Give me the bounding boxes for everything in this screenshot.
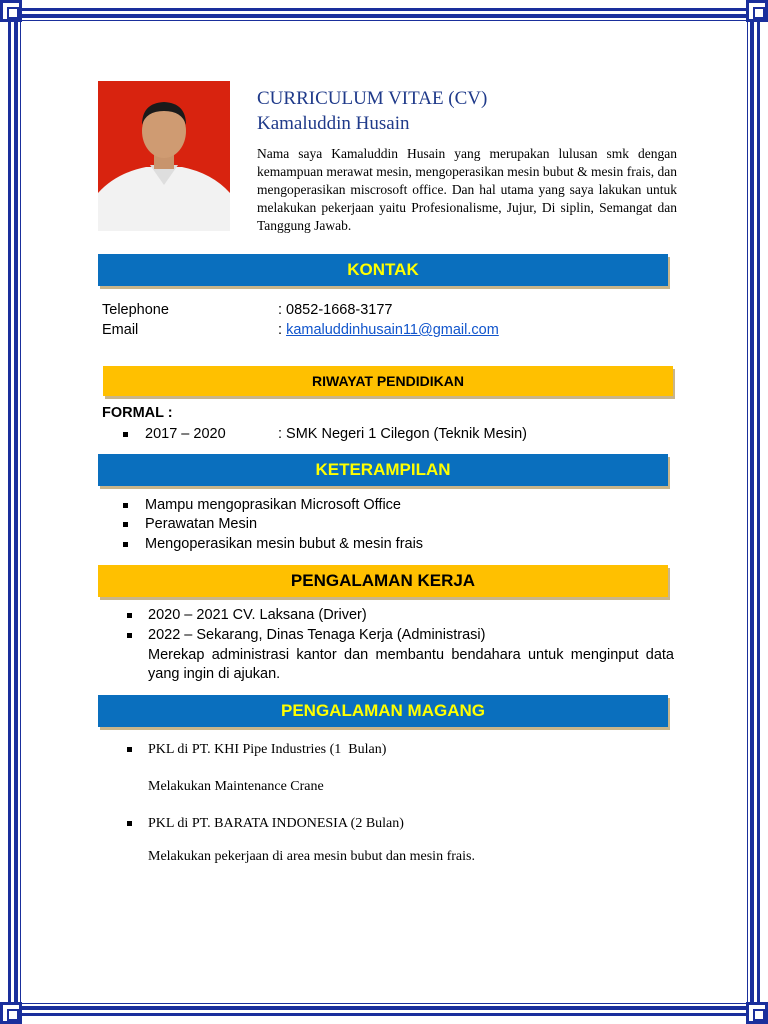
skill-text: Mengoperasikan mesin bubut & mesin frais: [145, 536, 424, 552]
bullet-icon: [127, 633, 132, 638]
education-years: 2017 – 2020: [145, 426, 226, 442]
bullet-icon: [123, 522, 128, 527]
section-header-pengalaman-magang: [98, 695, 668, 727]
email-value-wrap: [278, 322, 499, 338]
section-header-keterampilan: [98, 454, 668, 486]
formal-label: FORMAL :: [102, 405, 173, 421]
email-link[interactable]: kamaluddinhusain11@gmail.com: [286, 322, 499, 338]
internship-description: Melakukan pekerjaan di area mesin bubut dan mesin frais.: [148, 849, 475, 864]
corner-ornament-top-left: [0, 0, 22, 22]
work-text: 2022 – Sekarang, Dinas Tenaga Kerja (Administrasi): [148, 627, 486, 643]
work-description: Merekap administrasi kantor dan membantu bendahara untuk menginput data yang ingin di ajukan.: [148, 647, 674, 682]
education-school: : SMK Negeri 1 Cilegon (Teknik Mesin): [278, 426, 528, 442]
telephone-value: : 0852-1668-3177: [278, 302, 393, 318]
internship-description: Melakukan Maintenance Crane: [148, 779, 324, 794]
bullet-icon: [127, 821, 132, 826]
skill-text: Mampu mengoprasikan Microsoft Office: [145, 497, 402, 513]
corner-ornament-bottom-right: [746, 1002, 768, 1024]
telephone-label: Telephone: [102, 302, 169, 318]
section-header-pengalaman-kerja: [98, 565, 668, 597]
bullet-icon: [127, 747, 132, 752]
skill-text: Perawatan Mesin: [145, 516, 258, 532]
cv-name: Kamaluddin Husain: [257, 113, 410, 134]
section-title: KONTAK: [347, 260, 419, 279]
section-title: PENGALAMAN KERJA: [290, 571, 476, 590]
corner-ornament-bottom-left: [0, 1002, 22, 1024]
work-text: 2020 – 2021 CV. Laksana (Driver): [148, 607, 367, 623]
corner-ornament-top-right: [746, 0, 768, 22]
section-title: PENGALAMAN MAGANG: [281, 701, 485, 720]
bullet-icon: [127, 613, 132, 618]
internship-title: PKL di PT. KHI Pipe Industries (1 Bulan): [148, 742, 387, 757]
person-portrait-icon: [98, 81, 230, 231]
bullet-icon: [123, 503, 128, 508]
intro-paragraph: Nama saya Kamaluddin Husain yang merupakan lulusan smk dengan kemampuan merawat mesin, mengoperasikan mesin bubut & mesin frais, dan mengoperasikan miscrosoft office. Dan hal utama yang saya lakukan untuk melakukan pekerjaan yaitu Profesionalisme, Jujur, Di siplin, Semangat dan Tanggung Jawab.: [257, 146, 677, 233]
bullet-icon: [123, 542, 128, 547]
internship-title: PKL di PT. BARATA INDONESIA (2 Bulan): [148, 816, 404, 831]
email-label: Email: [102, 322, 139, 338]
section-header-kontak: [98, 254, 668, 286]
section-header-pendidikan: [103, 366, 673, 396]
cv-title: CURRICULUM VITAE (CV): [257, 88, 488, 109]
section-title: RIWAYAT PENDIDIKAN: [312, 373, 464, 389]
profile-photo: [98, 81, 230, 231]
bullet-icon: [123, 432, 128, 437]
email-colon: :: [278, 322, 287, 338]
section-title: KETERAMPILAN: [315, 460, 451, 479]
